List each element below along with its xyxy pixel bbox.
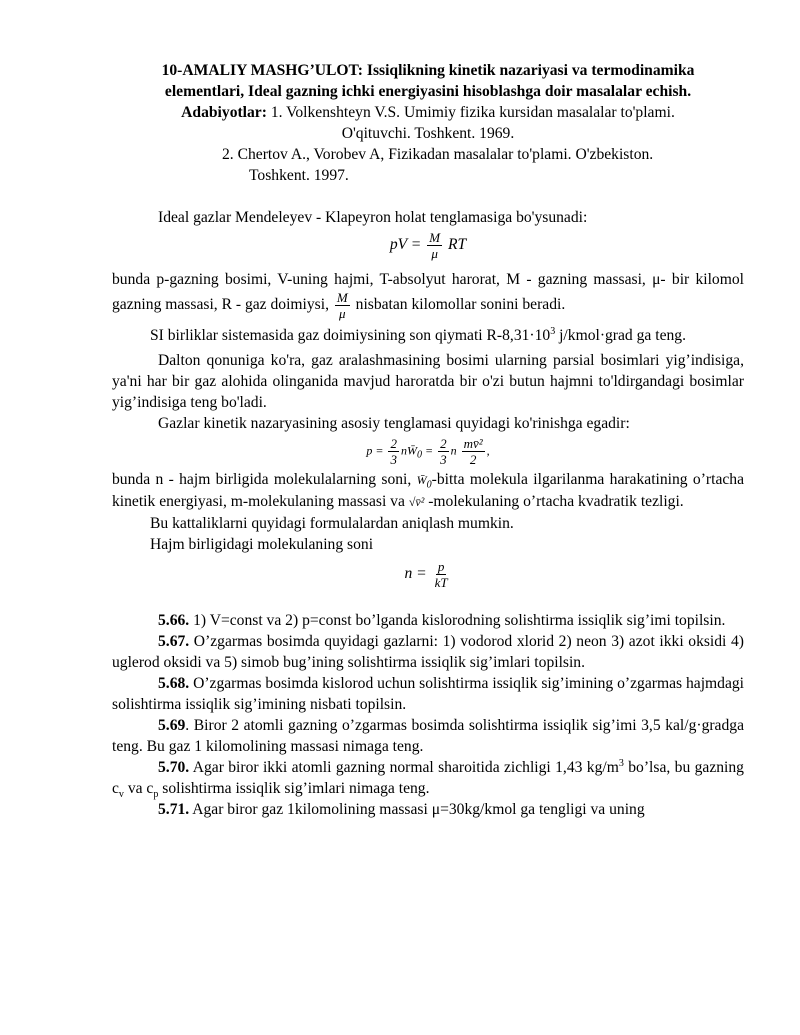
equation-kinetic-theory [112,436,744,467]
problem-number: 5.66. [158,612,190,629]
problem-text-d: solishtirma issiqlik sig’imlari nimaga teng. [158,780,430,797]
p2-b: bir kilomol gazning massasi, R - gaz doimiysi, [112,271,744,314]
problem-text-c: va c [123,780,154,797]
p6-sqrt: √v̄² [408,495,425,509]
problem-5-67 [112,631,744,673]
eq2-f3-den: 2 [469,452,477,467]
p6-a: bunda n - hajm birligida molekulalarning soni, [112,471,412,488]
title-line-2: elementlari, Ideal gazning ichki energiyasini hisoblashga doir masalalar echish. [164,83,692,100]
p6-w [416,473,432,491]
problem-number: 5.70. [158,759,190,776]
eq1-left: pV = [389,236,422,254]
problem-sub-v: v [118,789,124,801]
p2-frac-den: μ [339,306,346,321]
problem-5-69 [112,715,744,757]
p6-b: -bitta molekula ilgarilanma harakatining o’rtacha kinetik energiyasi, m-molekulaning massasi va [112,471,745,510]
eq2-f1-den: 3 [390,452,397,467]
problem-sup: 3 [618,757,624,769]
document-page [112,60,744,820]
eq2-f1-num: 2 [390,436,397,451]
problem-text: O’zgarmas bosimda quyidagi gazlarni: 1) vodorod xlorid 2) neon 3) azot ikki oksidi 4) uglerod oksidi va 5) simob bug’ining solishtirma issiqlik sig’imlari topilsin. [112,633,744,671]
problem-5-68 [112,673,744,715]
eq2-end: , [486,443,490,458]
literature-item-2-text: 2. Chertov A., Vorobev A, Fizikadan masalalar to'plami. O'zbekiston. [222,146,654,163]
eq2-f3-num: mv̄² [463,436,483,451]
problem-text-b: bo’lsa, bu gazning c [112,759,744,797]
eq2-eq: = [424,443,434,458]
problem-number: 5.71. [158,801,190,818]
p2-c: nisbatan kilomollar sonini beradi. [355,296,566,314]
eq2-p: p = [366,443,384,458]
problem-5-71 [112,799,744,820]
p2-fraction [335,290,350,321]
eq2-fraction-1 [388,436,399,467]
p3-sup: 3 [550,325,556,337]
intro-paragraph-5: Gazlar kinetik nazaryasining asosiy tenglamasi quyidagi ko'rinishga egadir: [158,415,630,432]
p6-w-sub: 0 [426,479,432,491]
eq1-fraction [427,230,442,261]
eq3-den: kT [434,575,448,590]
intro-paragraph-2 [112,269,744,321]
intro-paragraph-6 [112,469,744,513]
literature-item-2-publisher: Toshkent. 1997. [249,167,349,184]
problem-number: 5.67. [158,633,190,650]
p3-b: j/kmol·grad ga teng. [555,327,686,344]
problem-5-66 [112,610,744,631]
problem-sub-p: p [153,789,159,801]
problem-5-70 [112,757,744,799]
intro-paragraph-4: Dalton qonuniga ko'ra, gaz aralashmasining bosimi ularning parsial bosimlari yig’indisiga, ya'ni har bir gaz alohida olinganida mavjud haroratda bir o'zi butun hajmni to'ldirgandagi bosimlar yig’indisiga teng bo'ladi. [112,352,744,411]
eq3-left: n = [404,565,427,583]
eq2-fraction-3 [462,436,485,467]
problem-text: Agar biror gaz 1kilomolining massasi μ=30kg/kmol ga tengligi va uning [189,801,645,818]
literature-item-2 [222,144,744,165]
title-line-1: 10-AMALIY MASHG’ULOT: Issiqlikning kinetik nazariyasi va termodinamika [161,62,695,79]
eq2-n: n [450,443,457,458]
literature-label: Adabiyotlar: [181,104,267,121]
literature-item-1 [112,102,744,144]
eq2-f2-num: 2 [440,436,447,451]
document-title [112,60,744,102]
problem-text: O’zgarmas bosimda kislorod uchun solishtirma issiqlik sig’imining o’zgarmas hajmdagi solishtirma issiqlik sig’imining nisbati topilsin. [112,675,744,713]
eq1-num: M [429,230,441,245]
literature-item-1-text: 1. Volkenshteyn V.S. Umimiy fizika kursidan masalalar to'plami. [266,104,675,121]
problem-number: 5.68. [158,675,190,692]
problem-number: 5.69 [158,717,186,734]
equation-mendeleev-clapeyron [112,230,744,261]
p6-c: -molekulaning o’rtacha kvadratik tezligi. [428,493,684,510]
intro-paragraph-3 [112,325,744,346]
intro-paragraph-1: Ideal gazlar Mendeleyev - Klapeyron holat tenglamasiga bo'ysunadi: [158,209,588,226]
eq2-mid: nW̄ [400,443,417,458]
intro-paragraph-8: Hajm birligidagi molekulaning soni [150,536,374,553]
p2-frac-num: M [336,290,348,305]
intro-paragraph-7: Bu kattaliklarni quyidagi formulalardan aniqlash mumkin. [150,515,514,532]
problem-text-a: Agar biror ikki atomli gazning normal sharoitida zichligi 1,43 kg/m [189,759,619,776]
eq2-f2-den: 3 [440,452,447,467]
p2-a: bunda p-gazning bosimi, V-uning hajmi, T-absolyut harorat, M - gazning massasi, μ- [112,271,666,288]
literature-item-1-publisher: O'qituvchi. Toshkent. 1969. [341,125,515,142]
problem-text: . Biror 2 atomli gazning o’zgarmas bosimda solishtirma issiqlik sig’imi 3,5 kal/g·gradga teng. Bu gaz 1 kilomolining massasi nimaga teng. [112,717,744,755]
eq3-num: p [437,559,445,574]
equation-concentration [112,559,744,590]
eq3-fraction [433,559,450,590]
eq2-mid-sub: 0 [416,449,422,461]
problem-text: 1) V=const va 2) p=const bo’lganda kislorodning solishtirma issiqlik sig’imi topilsin. [189,612,726,629]
eq1-den: μ [431,246,438,261]
eq2-fraction-2 [438,436,449,467]
p6-w-symbol: W̄ [416,473,427,487]
p3-a: SI birliklar sistemasida gaz doimiysining son qiymati R-8,31·10 [150,327,551,344]
eq1-right: RT [447,236,467,254]
